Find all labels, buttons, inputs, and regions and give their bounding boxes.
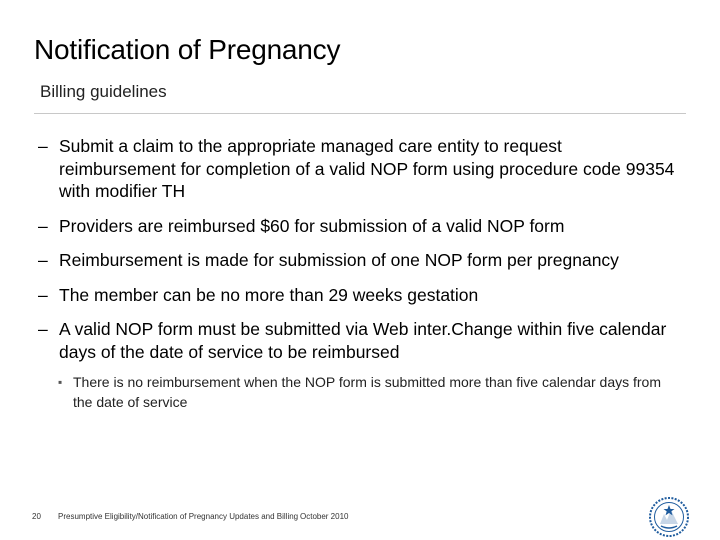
sub-bullet-text: There is no reimbursement when the NOP form is submitted more than five calendar days from the date of service: [73, 374, 661, 410]
bullet-dash: –: [38, 250, 48, 270]
bullet-item: [38, 215, 678, 238]
bullet-item: [38, 284, 678, 307]
slide-title: Notification of Pregnancy: [34, 34, 341, 65]
sub-bullet-item: [56, 372, 678, 412]
bullet-list: [38, 135, 678, 412]
bullet-item: [38, 249, 678, 272]
state-seal-logo: [648, 496, 690, 538]
bullet-dash: –: [38, 284, 48, 305]
footer-text: Presumptive Eligibility/Notification of Pregnancy Updates and Billing: [58, 512, 299, 521]
bullet-dash: –: [38, 319, 48, 339]
title-divider: [34, 113, 686, 114]
square-bullet-icon: ▪: [58, 375, 63, 389]
seal-icon: [648, 496, 690, 538]
slide-subtitle: Billing guidelines: [40, 82, 167, 101]
bullet-text: Providers are reimbursed $60 for submission of a valid NOP form: [59, 215, 565, 236]
bullet-text: Reimbursement is made for submission of one NOP form per pregnancy: [59, 250, 619, 270]
page-number: 20: [32, 512, 41, 521]
bullet-text: The member can be no more than 29 weeks gestation: [59, 284, 479, 305]
bullet-dash: –: [38, 215, 48, 236]
bullet-item: [38, 135, 678, 203]
bullet-text: Submit a claim to the appropriate managed care entity to request reimbursement for completion of a valid NOP form using procedure code 99354 with modifier TH: [59, 136, 675, 201]
slide-footer: [0, 510, 720, 528]
bullet-dash: –: [38, 136, 48, 156]
footer-date: October 2010: [300, 512, 349, 521]
bullet-item: [38, 318, 678, 363]
bullet-text: A valid NOP form must be submitted via Web inter.Change within five calendar days of the date of service to be reimbursed: [59, 319, 667, 362]
